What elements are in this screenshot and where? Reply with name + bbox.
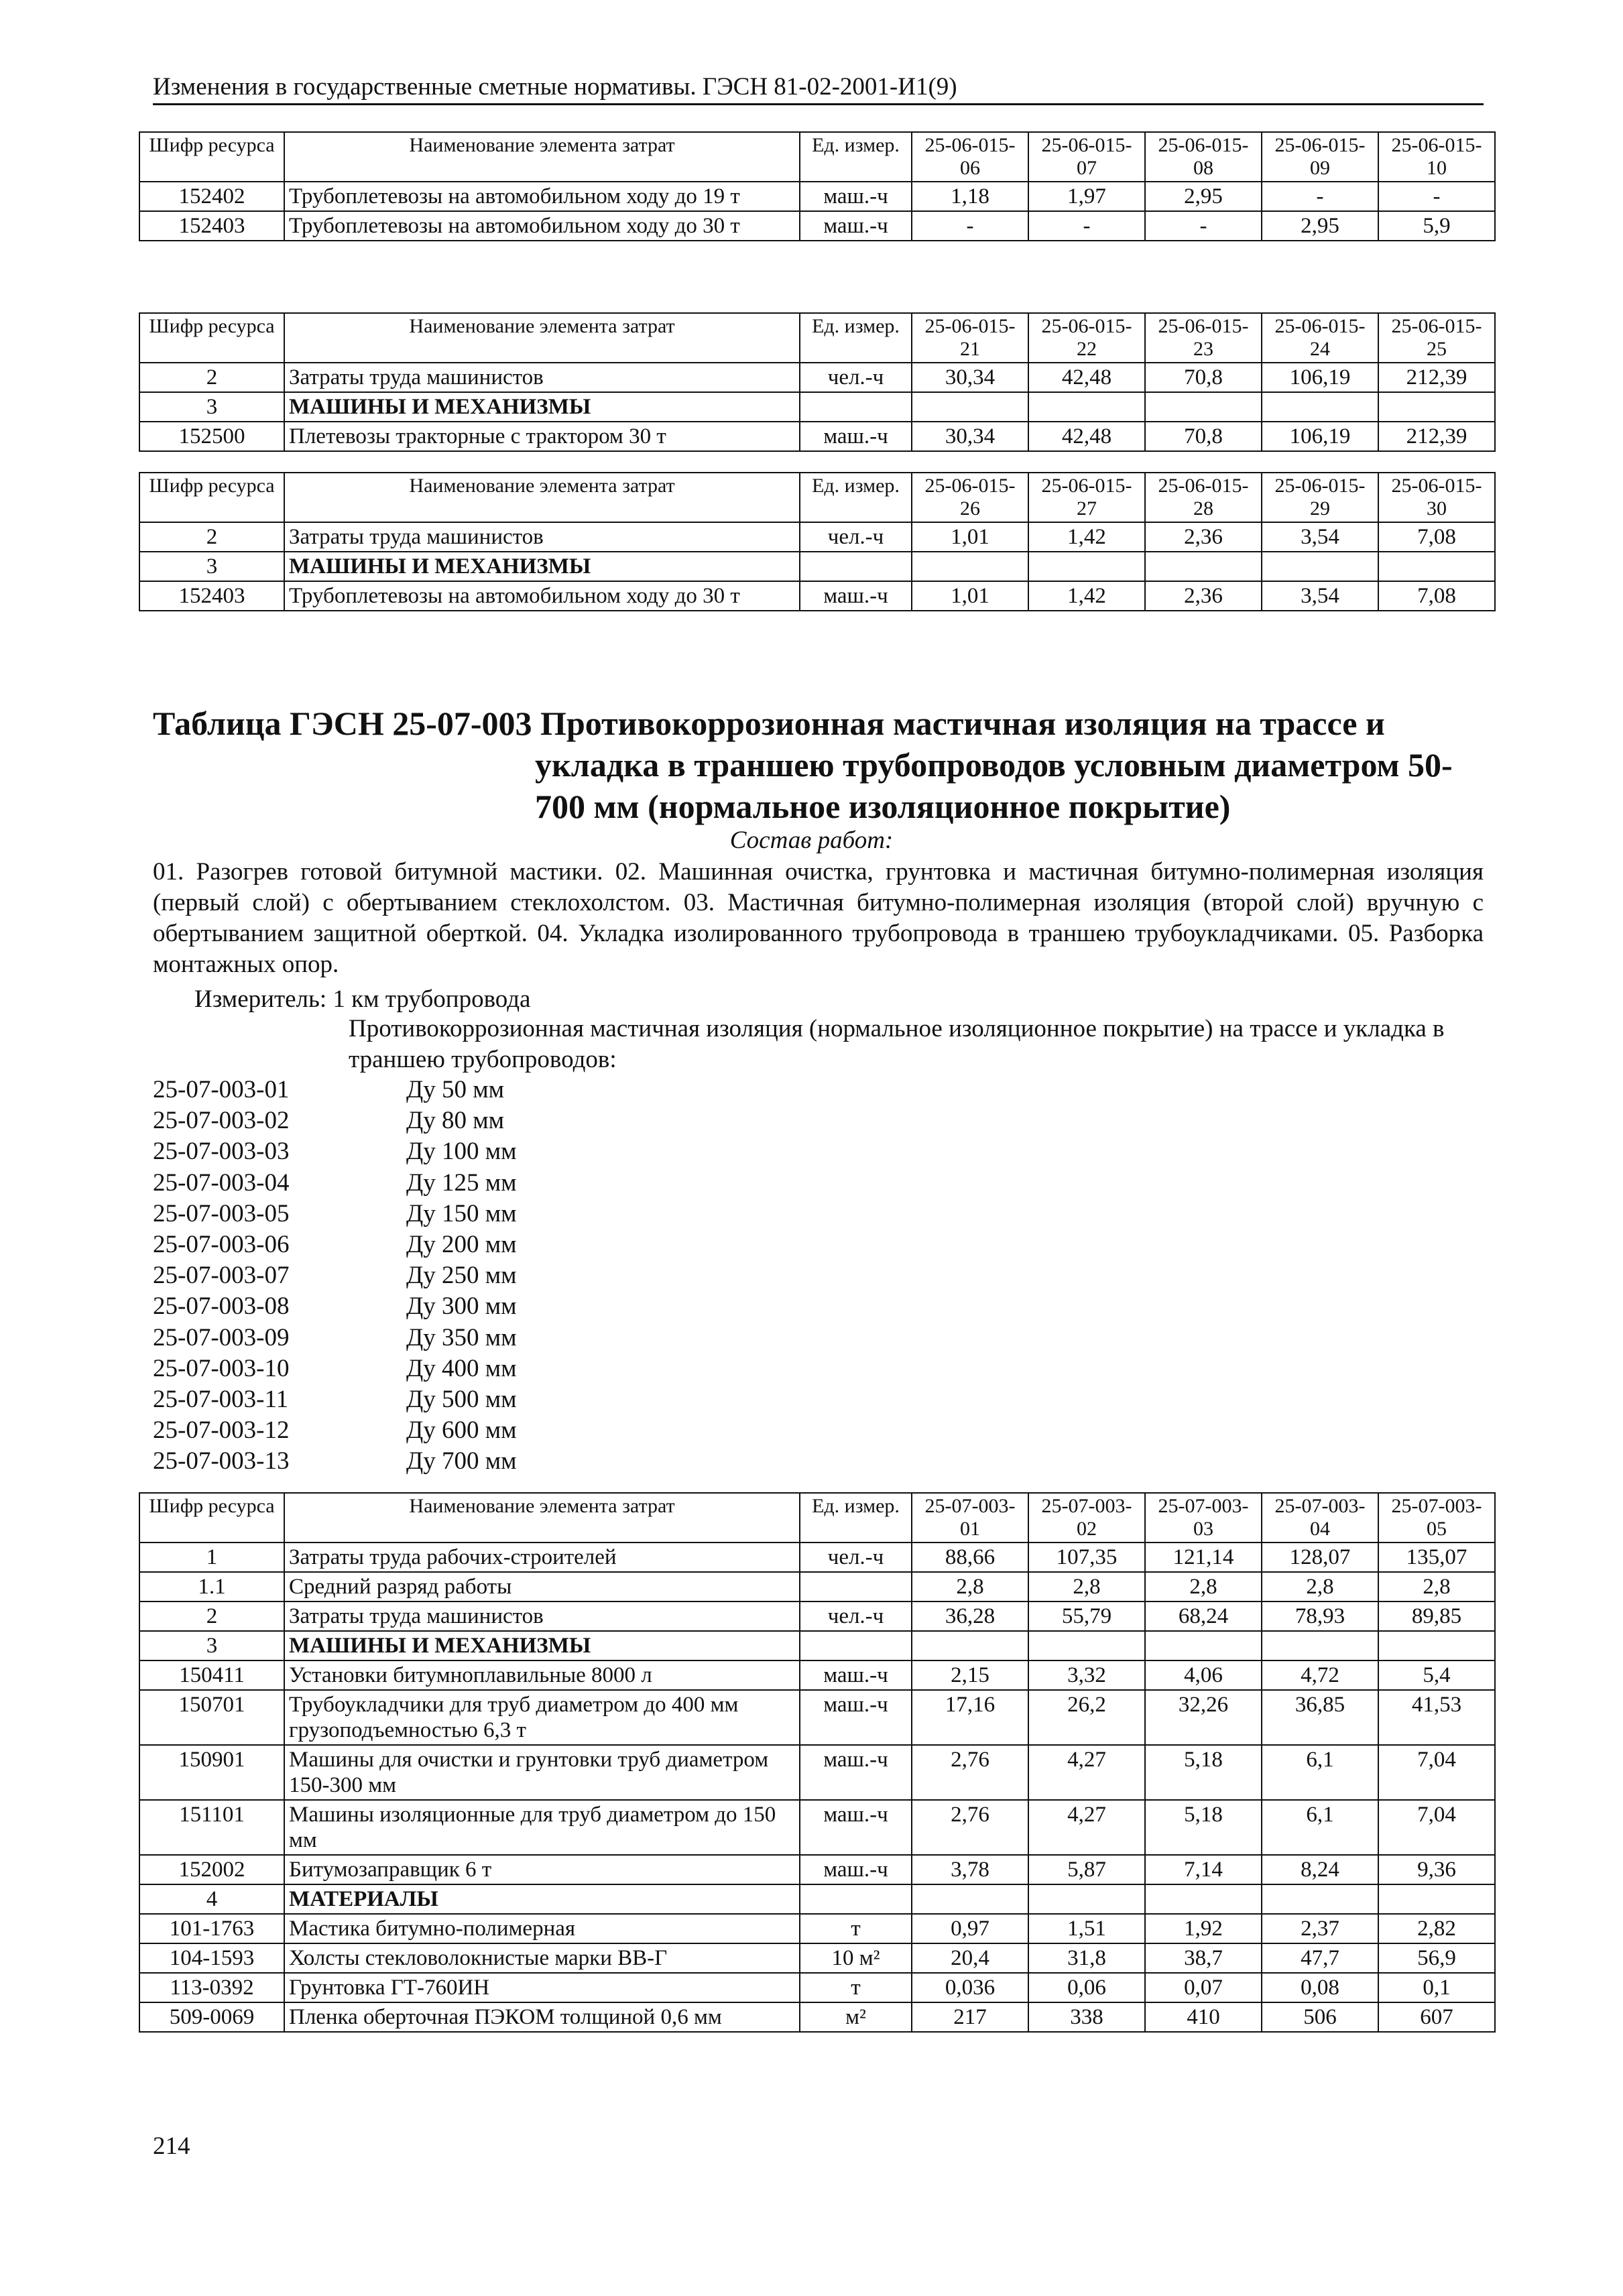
variant-label: Ду 600 мм — [406, 1416, 517, 1445]
section-title — [153, 703, 1484, 827]
resource-name: МАШИНЫ И МЕХАНИЗМЫ — [284, 552, 800, 581]
resource-code: 152002 — [139, 1855, 284, 1884]
table-row — [139, 1745, 1495, 1800]
resource-code: 509-0069 — [139, 2002, 284, 2032]
resource-table-003 — [139, 1492, 1496, 2033]
header-column-code: 25-07-003-05 — [1378, 1493, 1495, 1543]
value-cell — [912, 1631, 1028, 1660]
composition-label: Состав работ: — [729, 827, 894, 854]
resource-code: 150901 — [139, 1745, 284, 1800]
resource-table-015-06 — [139, 131, 1496, 241]
value-cell: 2,15 — [912, 1660, 1028, 1690]
value-cell: 2,36 — [1145, 522, 1262, 552]
value-cell — [1145, 552, 1262, 581]
header-unit: Ед. измер. — [800, 313, 912, 363]
value-cell: 1,51 — [1028, 1914, 1145, 1943]
value-cell — [1028, 1631, 1145, 1660]
unit: маш.-ч — [800, 1690, 912, 1745]
value-cell: - — [1145, 211, 1262, 241]
header-code: Шифр ресурса — [139, 313, 284, 363]
variant-item — [153, 1446, 517, 1477]
value-cell: 31,8 — [1028, 1943, 1145, 1973]
header-name: Наименование элемента затрат — [284, 473, 800, 522]
header-column-code: 25-06-015-29 — [1262, 473, 1378, 522]
header-column-code: 25-06-015-22 — [1028, 313, 1145, 363]
value-cell: 17,16 — [912, 1690, 1028, 1745]
value-cell — [1145, 392, 1262, 422]
value-cell: 7,04 — [1378, 1800, 1495, 1855]
value-cell: 0,97 — [912, 1914, 1028, 1943]
value-cell: 1,01 — [912, 522, 1028, 552]
header-column-code: 25-06-015-30 — [1378, 473, 1495, 522]
resource-name: Трубоукладчики для труб диаметром до 400 мм грузоподъемностью 6,3 т — [284, 1690, 800, 1745]
value-cell: 5,9 — [1378, 211, 1495, 241]
value-cell: 3,78 — [912, 1855, 1028, 1884]
variant-label: Ду 350 мм — [406, 1323, 517, 1351]
table-row — [139, 1543, 1495, 1572]
table-row — [139, 1572, 1495, 1602]
variant-code: 25-07-003-12 — [153, 1416, 290, 1445]
value-cell: 3,54 — [1262, 581, 1378, 611]
unit — [800, 1572, 912, 1602]
resource-code: 152403 — [139, 211, 284, 241]
resource-code: 3 — [139, 552, 284, 581]
variant-label: Ду 200 мм — [406, 1231, 517, 1259]
value-cell — [1028, 552, 1145, 581]
resource-name: Машины изоляционные для труб диаметром до 150 мм — [284, 1800, 800, 1855]
variant-label: Ду 80 мм — [406, 1107, 505, 1135]
section-title-line-1: Таблица ГЭСН 25-07-003 Противокоррозионная мастичная изоляция на трассе и — [153, 705, 1385, 742]
variant-code: 25-07-003-09 — [153, 1323, 290, 1351]
value-cell: 70,8 — [1145, 422, 1262, 451]
resource-name: Трубоплетевозы на автомобильном ходу до 19 т — [284, 182, 800, 211]
table-row — [139, 581, 1495, 611]
value-cell: 338 — [1028, 2002, 1145, 2032]
value-cell: 0,06 — [1028, 1973, 1145, 2002]
value-cell: 20,4 — [912, 1943, 1028, 1973]
unit — [800, 1884, 912, 1914]
resource-name: МАШИНЫ И МЕХАНИЗМЫ — [284, 392, 800, 422]
running-head: Изменения в государственные сметные нормативы. ГЭСН 81-02-2001-И1(9) — [153, 72, 1484, 105]
value-cell: 0,036 — [912, 1973, 1028, 2002]
value-cell: 26,2 — [1028, 1690, 1145, 1745]
header-column-code: 25-06-015-27 — [1028, 473, 1145, 522]
value-cell — [1028, 392, 1145, 422]
variant-code: 25-07-003-01 — [153, 1076, 290, 1103]
value-cell: 2,82 — [1378, 1914, 1495, 1943]
table-row — [139, 392, 1495, 422]
value-cell: 2,37 — [1262, 1914, 1378, 1943]
resource-name: Пленка оберточная ПЭКОМ толщиной 0,6 мм — [284, 2002, 800, 2032]
variant-code: 25-07-003-06 — [153, 1231, 290, 1259]
value-cell: 410 — [1145, 2002, 1262, 2032]
value-cell — [1378, 1884, 1495, 1914]
header-column-code: 25-06-015-24 — [1262, 313, 1378, 363]
value-cell: 70,8 — [1145, 363, 1262, 392]
value-cell: 506 — [1262, 2002, 1378, 2032]
resource-table-015-21 — [139, 312, 1496, 452]
value-cell — [1262, 1631, 1378, 1660]
resource-code: 113-0392 — [139, 1973, 284, 2002]
value-cell: 4,27 — [1028, 1745, 1145, 1800]
header-code: Шифр ресурса — [139, 1493, 284, 1543]
variant-item — [153, 1136, 517, 1167]
variant-list — [153, 1075, 517, 1477]
value-cell — [912, 392, 1028, 422]
value-cell: - — [1028, 211, 1145, 241]
unit: маш.-ч — [800, 422, 912, 451]
value-cell: 1,18 — [912, 182, 1028, 211]
value-cell — [1378, 392, 1495, 422]
resource-code: 151101 — [139, 1800, 284, 1855]
value-cell: 30,34 — [912, 363, 1028, 392]
header-column-code: 25-06-015-23 — [1145, 313, 1262, 363]
header-code: Шифр ресурса — [139, 473, 284, 522]
value-cell: 2,8 — [1028, 1572, 1145, 1602]
variant-label: Ду 500 мм — [406, 1386, 517, 1414]
value-cell: 42,48 — [1028, 363, 1145, 392]
resource-code: 104-1593 — [139, 1943, 284, 1973]
resource-name: Установки битумноплавильные 8000 л — [284, 1660, 800, 1690]
unit: чел.-ч — [800, 363, 912, 392]
header-name: Наименование элемента затрат — [284, 1493, 800, 1543]
variant-code: 25-07-003-03 — [153, 1138, 290, 1166]
resource-code: 4 — [139, 1884, 284, 1914]
variant-label: Ду 700 мм — [406, 1447, 517, 1475]
table-row — [139, 363, 1495, 392]
value-cell: 2,8 — [1378, 1572, 1495, 1602]
variant-label: Ду 125 мм — [406, 1168, 517, 1197]
table-row — [139, 422, 1495, 451]
value-cell: 3,32 — [1028, 1660, 1145, 1690]
variant-item — [153, 1229, 517, 1260]
table-row — [139, 1973, 1495, 2002]
resource-code: 3 — [139, 392, 284, 422]
value-cell: 4,72 — [1262, 1660, 1378, 1690]
resource-name: МАТЕРИАЛЫ — [284, 1884, 800, 1914]
variant-code: 25-07-003-08 — [153, 1292, 290, 1321]
resource-code: 152403 — [139, 581, 284, 611]
resource-table-015-26 — [139, 472, 1496, 611]
value-cell: 30,34 — [912, 422, 1028, 451]
variant-label: Ду 300 мм — [406, 1292, 517, 1321]
variant-code: 25-07-003-02 — [153, 1107, 290, 1135]
value-cell: 212,39 — [1378, 422, 1495, 451]
section-title-line-2: укладка в траншею трубопроводов условным диаметром 50- — [535, 746, 1453, 784]
unit: т — [800, 1914, 912, 1943]
table-row — [139, 2002, 1495, 2032]
variant-code: 25-07-003-10 — [153, 1354, 290, 1382]
value-cell: 607 — [1378, 2002, 1495, 2032]
variant-item — [153, 1168, 517, 1199]
header-column-code: 25-07-003-01 — [912, 1493, 1028, 1543]
resource-code: 152500 — [139, 422, 284, 451]
unit — [800, 392, 912, 422]
meter-unit: Измеритель: 1 км трубопровода — [194, 985, 531, 1013]
header-row — [139, 132, 1495, 182]
resource-code: 2 — [139, 1602, 284, 1631]
unit: м² — [800, 2002, 912, 2032]
variant-item — [153, 1260, 517, 1291]
header-unit: Ед. измер. — [800, 132, 912, 182]
value-cell: 4,06 — [1145, 1660, 1262, 1690]
resource-name: Затраты труда машинистов — [284, 1602, 800, 1631]
value-cell: 2,36 — [1145, 581, 1262, 611]
value-cell — [912, 1884, 1028, 1914]
resource-code: 1.1 — [139, 1572, 284, 1602]
resource-code: 2 — [139, 522, 284, 552]
header-column-code: 25-06-015-08 — [1145, 132, 1262, 182]
table-row — [139, 552, 1495, 581]
unit — [800, 1631, 912, 1660]
value-cell: 106,19 — [1262, 363, 1378, 392]
value-cell — [1145, 1631, 1262, 1660]
value-cell: - — [912, 211, 1028, 241]
unit: чел.-ч — [800, 1543, 912, 1572]
variant-code: 25-07-003-13 — [153, 1447, 290, 1475]
variant-item — [153, 1291, 517, 1322]
section-title-line-3: 700 мм (нормальное изоляционное покрытие) — [535, 788, 1231, 825]
value-cell: 2,76 — [912, 1800, 1028, 1855]
value-cell: 135,07 — [1378, 1543, 1495, 1572]
value-cell: 78,93 — [1262, 1602, 1378, 1631]
value-cell: 36,28 — [912, 1602, 1028, 1631]
value-cell: 56,9 — [1378, 1943, 1495, 1973]
value-cell: 128,07 — [1262, 1543, 1378, 1572]
value-cell: - — [1262, 182, 1378, 211]
variants-intro: Противокоррозионная мастичная изоляция (нормальное изоляционное покрытие) на трассе и укладка в траншею трубопроводов: — [349, 1015, 1445, 1073]
value-cell: 42,48 — [1028, 422, 1145, 451]
unit: маш.-ч — [800, 581, 912, 611]
resource-name: Грунтовка ГТ-760ИН — [284, 1973, 800, 2002]
value-cell: 7,08 — [1378, 581, 1495, 611]
value-cell: - — [1378, 182, 1495, 211]
header-column-code: 25-06-015-09 — [1262, 132, 1378, 182]
variant-label: Ду 250 мм — [406, 1262, 517, 1290]
value-cell: 217 — [912, 2002, 1028, 2032]
resource-code: 1 — [139, 1543, 284, 1572]
value-cell — [1378, 552, 1495, 581]
value-cell: 6,1 — [1262, 1800, 1378, 1855]
table-row — [139, 1884, 1495, 1914]
value-cell: 1,92 — [1145, 1914, 1262, 1943]
value-cell: 5,18 — [1145, 1800, 1262, 1855]
value-cell: 55,79 — [1028, 1602, 1145, 1631]
table-row — [139, 1914, 1495, 1943]
resource-name: Машины для очистки и грунтовки труб диаметром 150-300 мм — [284, 1745, 800, 1800]
value-cell: 2,8 — [1145, 1572, 1262, 1602]
unit: маш.-ч — [800, 1800, 912, 1855]
variant-label: Ду 150 мм — [406, 1199, 517, 1227]
header-unit: Ед. измер. — [800, 1493, 912, 1543]
value-cell: 32,26 — [1145, 1690, 1262, 1745]
resource-name: Трубоплетевозы на автомобильном ходу до 30 т — [284, 211, 800, 241]
resource-name: Холсты стекловолокнистые марки ВВ-Г — [284, 1943, 800, 1973]
resource-name: Мастика битумно-полимерная — [284, 1914, 800, 1943]
header-code: Шифр ресурса — [139, 132, 284, 182]
variant-item — [153, 1199, 517, 1229]
resource-name: Затраты труда рабочих-строителей — [284, 1543, 800, 1572]
resource-code: 150411 — [139, 1660, 284, 1690]
value-cell — [1145, 1884, 1262, 1914]
variant-code: 25-07-003-11 — [153, 1386, 289, 1414]
value-cell: 5,18 — [1145, 1745, 1262, 1800]
value-cell: 1,97 — [1028, 182, 1145, 211]
variant-label: Ду 400 мм — [406, 1354, 517, 1382]
resource-name: Битумозаправщик 6 т — [284, 1855, 800, 1884]
header-name: Наименование элемента затрат — [284, 313, 800, 363]
value-cell: 47,7 — [1262, 1943, 1378, 1973]
variant-item — [153, 1323, 517, 1353]
table-row — [139, 1943, 1495, 1973]
unit: маш.-ч — [800, 1855, 912, 1884]
value-cell: 4,27 — [1028, 1800, 1145, 1855]
value-cell: 0,08 — [1262, 1973, 1378, 2002]
value-cell: 3,54 — [1262, 522, 1378, 552]
variant-label: Ду 100 мм — [406, 1138, 517, 1166]
resource-code: 152402 — [139, 182, 284, 211]
value-cell — [1262, 392, 1378, 422]
header-column-code: 25-06-015-25 — [1378, 313, 1495, 363]
resource-name: Средний разряд работы — [284, 1572, 800, 1602]
variant-item — [153, 1075, 517, 1105]
resource-code: 3 — [139, 1631, 284, 1660]
value-cell: 121,14 — [1145, 1543, 1262, 1572]
page-number: 214 — [153, 2132, 190, 2160]
value-cell — [1378, 1631, 1495, 1660]
header-column-code: 25-07-003-04 — [1262, 1493, 1378, 1543]
table-row — [139, 1855, 1495, 1884]
value-cell: 2,95 — [1145, 182, 1262, 211]
table-row — [139, 1690, 1495, 1745]
work-composition-text: 01. Разогрев готовой битумной мастики. 02. Машинная очистка, грунтовка и мастичная битумно-полимерная изоляция (первый слой) с обертыванием стеклохолстом. 03. Мастичная битумно-полимерная изоляция (второй слой) вручную с обертыванием защитной оберткой. 04. Укладка изолированного трубопровода в траншею трубоукладчиками. 05. Разборка монтажных опор. — [153, 858, 1484, 978]
resource-code: 2 — [139, 363, 284, 392]
header-row — [139, 1493, 1495, 1543]
header-row — [139, 473, 1495, 522]
unit — [800, 552, 912, 581]
unit: маш.-ч — [800, 182, 912, 211]
value-cell: 212,39 — [1378, 363, 1495, 392]
resource-name: Затраты труда машинистов — [284, 363, 800, 392]
value-cell — [1262, 552, 1378, 581]
value-cell — [912, 552, 1028, 581]
header-row — [139, 313, 1495, 363]
unit: т — [800, 1973, 912, 2002]
value-cell: 1,42 — [1028, 581, 1145, 611]
value-cell: 9,36 — [1378, 1855, 1495, 1884]
table-row — [139, 211, 1495, 241]
value-cell: 106,19 — [1262, 422, 1378, 451]
variant-item — [153, 1105, 517, 1136]
table-row — [139, 182, 1495, 211]
variant-item — [153, 1384, 517, 1415]
value-cell: 2,76 — [912, 1745, 1028, 1800]
header-column-code: 25-06-015-21 — [912, 313, 1028, 363]
header-column-code: 25-06-015-26 — [912, 473, 1028, 522]
table-row — [139, 1602, 1495, 1631]
resource-name: Затраты труда машинистов — [284, 522, 800, 552]
header-column-code: 25-07-003-03 — [1145, 1493, 1262, 1543]
value-cell — [1262, 1884, 1378, 1914]
variant-code: 25-07-003-07 — [153, 1262, 290, 1290]
header-column-code: 25-06-015-10 — [1378, 132, 1495, 182]
variant-label: Ду 50 мм — [406, 1076, 505, 1103]
header-column-code: 25-07-003-02 — [1028, 1493, 1145, 1543]
unit: чел.-ч — [800, 522, 912, 552]
unit: маш.-ч — [800, 211, 912, 241]
resource-name: Плетевозы тракторные с трактором 30 т — [284, 422, 800, 451]
variant-item — [153, 1353, 517, 1384]
value-cell: 88,66 — [912, 1543, 1028, 1572]
unit: маш.-ч — [800, 1660, 912, 1690]
header-column-code: 25-06-015-06 — [912, 132, 1028, 182]
header-name: Наименование элемента затрат — [284, 132, 800, 182]
resource-code: 150701 — [139, 1690, 284, 1745]
table-row — [139, 1631, 1495, 1660]
table-row — [139, 1660, 1495, 1690]
value-cell: 0,1 — [1378, 1973, 1495, 2002]
value-cell: 7,08 — [1378, 522, 1495, 552]
header-column-code: 25-06-015-28 — [1145, 473, 1262, 522]
variant-code: 25-07-003-04 — [153, 1168, 290, 1197]
value-cell: 5,87 — [1028, 1855, 1145, 1884]
value-cell: 68,24 — [1145, 1602, 1262, 1631]
variant-code: 25-07-003-05 — [153, 1199, 290, 1227]
value-cell: 89,85 — [1378, 1602, 1495, 1631]
variant-item — [153, 1415, 517, 1446]
value-cell: 107,35 — [1028, 1543, 1145, 1572]
value-cell: 41,53 — [1378, 1690, 1495, 1745]
value-cell: 8,24 — [1262, 1855, 1378, 1884]
value-cell: 1,01 — [912, 581, 1028, 611]
table-row — [139, 1800, 1495, 1855]
table-row — [139, 522, 1495, 552]
value-cell: 5,4 — [1378, 1660, 1495, 1690]
resource-name: Трубоплетевозы на автомобильном ходу до 30 т — [284, 581, 800, 611]
value-cell — [1028, 1884, 1145, 1914]
value-cell: 1,42 — [1028, 522, 1145, 552]
value-cell: 0,07 — [1145, 1973, 1262, 2002]
value-cell: 7,14 — [1145, 1855, 1262, 1884]
header-unit: Ед. измер. — [800, 473, 912, 522]
value-cell: 6,1 — [1262, 1745, 1378, 1800]
value-cell: 38,7 — [1145, 1943, 1262, 1973]
value-cell: 36,85 — [1262, 1690, 1378, 1745]
value-cell: 2,8 — [1262, 1572, 1378, 1602]
header-column-code: 25-06-015-07 — [1028, 132, 1145, 182]
unit: 10 м² — [800, 1943, 912, 1973]
value-cell: 2,8 — [912, 1572, 1028, 1602]
unit: маш.-ч — [800, 1745, 912, 1800]
unit: чел.-ч — [800, 1602, 912, 1631]
value-cell: 2,95 — [1262, 211, 1378, 241]
value-cell: 7,04 — [1378, 1745, 1495, 1800]
resource-name: МАШИНЫ И МЕХАНИЗМЫ — [284, 1631, 800, 1660]
resource-code: 101-1763 — [139, 1914, 284, 1943]
